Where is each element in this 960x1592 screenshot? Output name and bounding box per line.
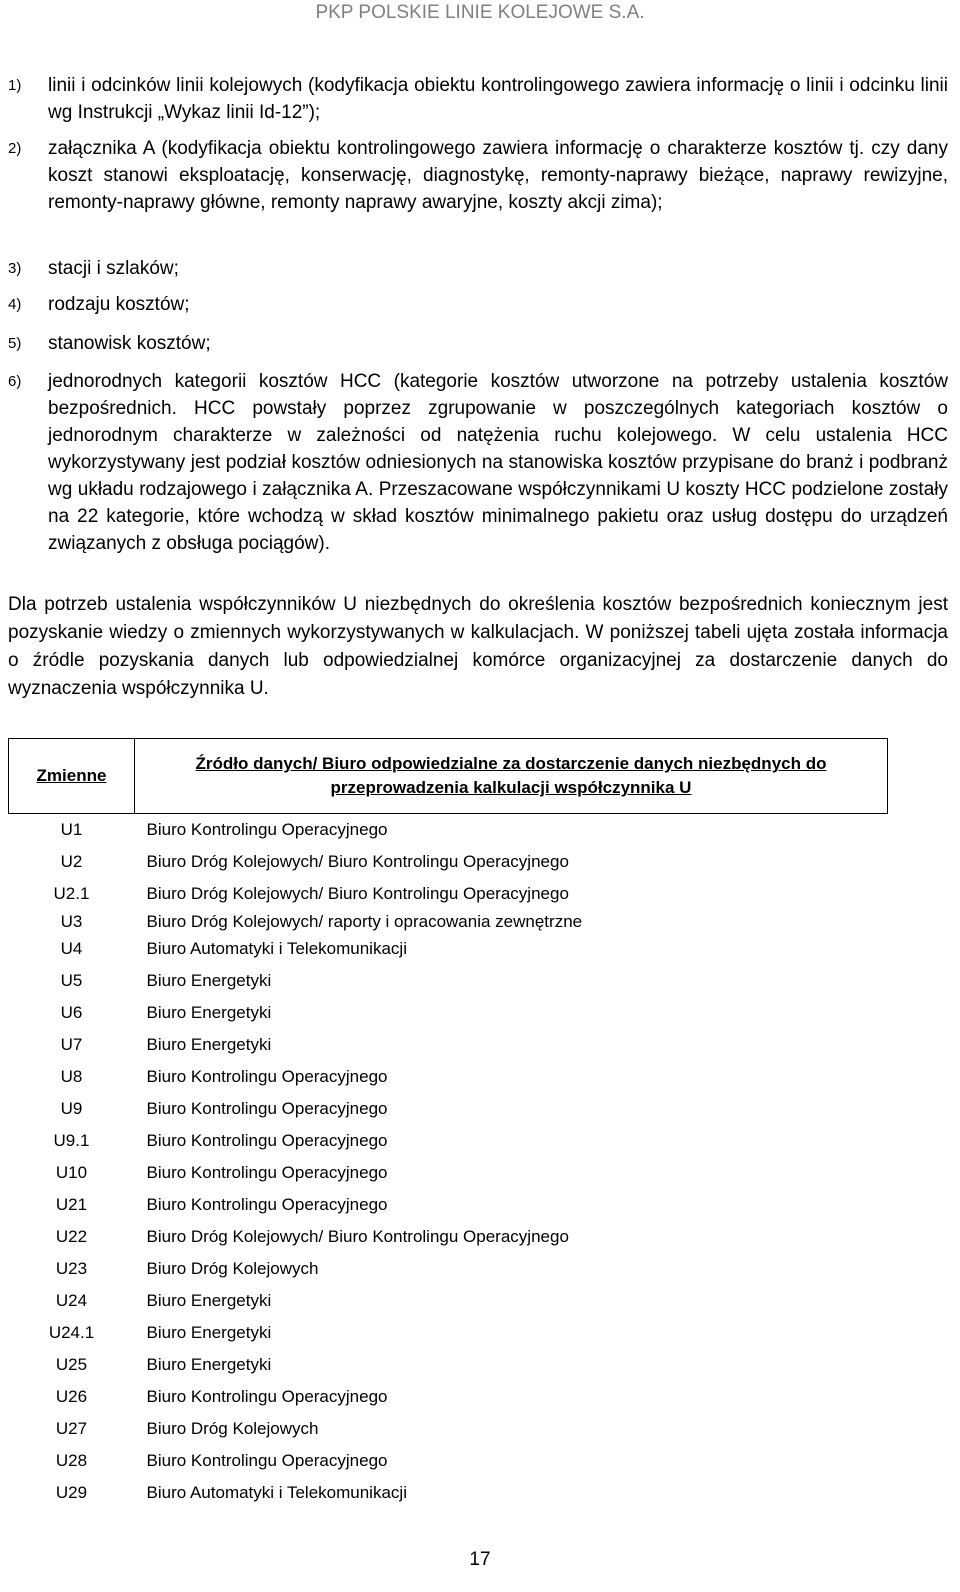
- table-row: [9, 1093, 888, 1125]
- variable-cell: U23: [55, 1259, 88, 1278]
- variable-cell: U5: [60, 971, 83, 990]
- list-item-number: 1): [8, 77, 22, 94]
- source-cell: Biuro Kontrolingu Operacyjnego: [146, 1131, 388, 1150]
- table-row: [9, 846, 888, 878]
- variable-cell: U2: [60, 852, 83, 871]
- list-item-number: 3): [8, 260, 22, 277]
- criteria-list: [8, 135, 948, 216]
- variable-cell: U25: [55, 1355, 88, 1374]
- source-cell: Biuro Energetyki: [146, 1291, 272, 1310]
- table-row: [9, 1317, 888, 1349]
- list-item-text: linii i odcinków linii kolejowych (kodyfikacja obiektu kontrolingowego zawiera informację o linii i odcinku linii wg Instrukcji „Wykaz linii Id-12”);: [48, 75, 948, 123]
- variable-cell: U21: [55, 1195, 88, 1214]
- source-cell: Biuro Dróg Kolejowych: [146, 1259, 319, 1278]
- variable-cell: U29: [55, 1483, 88, 1502]
- source-cell: Biuro Dróg Kolejowych/ Biuro Kontrolingu Operacyjnego: [146, 1227, 569, 1246]
- variable-cell: U28: [55, 1451, 88, 1470]
- variable-cell: U22: [55, 1227, 88, 1246]
- list-item-text: jednorodnych kategorii kosztów HCC (kategorie kosztów utworzone na potrzeby ustalenia kosztów bezpośrednich. HCC powstały poprzez zgrupowanie w poszczególnych kategoriach kosztów o jednorodnym charakterze w zależności od natężenia ruchu kolejowego. W celu ustalenia HCC wykorzystywany jest podział kosztów odniesionych na stanowiska kosztów przypisane do branż i podbranż wg układu rodzajowego i załącznika A. Przeszacowane współczynnikami U koszty HCC podzielone zostały na 22 kategorie, które wchodzą w skład kosztów minimalnego pakietu oraz usług dostępu do urządzeń związanych z obsługa pociągów).: [48, 371, 948, 554]
- list-item-number: 6): [8, 373, 22, 390]
- source-cell: Biuro Energetyki: [146, 1003, 272, 1022]
- table-row: [9, 1157, 888, 1189]
- table-row: [9, 1029, 888, 1061]
- criteria-list: [8, 72, 948, 126]
- table-row: [9, 878, 888, 910]
- variable-cell: U1: [60, 820, 83, 839]
- source-cell: Biuro Energetyki: [146, 1035, 272, 1054]
- table-row: [9, 1477, 888, 1509]
- source-cell: Biuro Energetyki: [146, 1323, 272, 1342]
- table-row: [9, 1285, 888, 1317]
- list-item: [8, 330, 948, 357]
- list-item: [8, 72, 948, 126]
- variable-cell: U8: [60, 1067, 83, 1086]
- table-row: [9, 1381, 888, 1413]
- source-cell: Biuro Kontrolingu Operacyjnego: [146, 820, 388, 839]
- intro-paragraph: Dla potrzeb ustalenia współczynników U niezbędnych do określenia kosztów bezpośrednich koniecznym jest pozyskanie wiedzy o zmiennych wykorzystywanych w kalkulacjach. W poniższej tabeli ujęta została informacja o źródle pozyskania danych lub odpowiedzialnej komórce organizacyjnej za dostarczenie danych do wyznaczenia współczynnika U.: [8, 594, 948, 699]
- source-cell: Biuro Dróg Kolejowych/ Biuro Kontrolingu Operacyjnego: [146, 852, 569, 871]
- source-cell: Biuro Dróg Kolejowych/ Biuro Kontrolingu Operacyjnego: [146, 884, 569, 903]
- list-item-text: rodzaju kosztów;: [48, 294, 190, 315]
- list-item: [8, 368, 948, 557]
- variable-cell: U10: [55, 1163, 88, 1182]
- list-item-text: załącznika A (kodyfikacja obiektu kontrolingowego zawiera informację o charakterze kosztów tj. czy dany koszt stanowi eksploatację, konserwację, diagnostykę, remonty-naprawy bieżące, naprawy rewizyjne, remonty-naprawy główne, remonty naprawy awaryjne, koszty akcji zima);: [48, 138, 948, 213]
- source-cell: Biuro Kontrolingu Operacyjnego: [146, 1099, 388, 1118]
- source-cell: Biuro Automatyki i Telekomunikacji: [146, 939, 407, 958]
- list-item-number: 5): [8, 335, 22, 352]
- list-item: [8, 255, 948, 282]
- table-row: [9, 1413, 888, 1445]
- source-cell: Biuro Kontrolingu Operacyjnego: [146, 1451, 388, 1470]
- variables-table: [8, 738, 888, 1509]
- column-header-variables: Zmienne: [9, 739, 135, 814]
- column-header-source: Źródło danych/ Biuro odpowiedzialne za dostarczenie danych niezbędnych do przeprowadzenia kalkulacji współczynnika U: [135, 739, 888, 814]
- table-row: [9, 1189, 888, 1221]
- source-cell: Biuro Energetyki: [146, 971, 272, 990]
- source-cell: Biuro Dróg Kolejowych: [146, 1419, 319, 1438]
- source-cell: Biuro Kontrolingu Operacyjnego: [146, 1163, 388, 1182]
- table-row: [9, 997, 888, 1029]
- variable-cell: U6: [60, 1003, 83, 1022]
- table-row: [9, 1061, 888, 1093]
- variable-cell: U3: [60, 911, 83, 931]
- source-cell: Biuro Kontrolingu Operacyjnego: [146, 1067, 388, 1086]
- table-row: [9, 910, 888, 933]
- variable-cell: U9.1: [53, 1131, 90, 1150]
- source-cell: Biuro Kontrolingu Operacyjnego: [146, 1195, 388, 1214]
- table-row: [9, 1253, 888, 1285]
- variable-cell: U26: [55, 1387, 88, 1406]
- table-row: [9, 965, 888, 997]
- table-row: [9, 814, 888, 847]
- variable-cell: U2.1: [53, 884, 90, 903]
- list-item: [8, 135, 948, 216]
- source-cell: Biuro Energetyki: [146, 1355, 272, 1374]
- page-number: 17: [469, 1549, 491, 1570]
- list-item-text: stanowisk kosztów;: [48, 333, 211, 354]
- page-header: PKP POLSKIE LINIE KOLEJOWE S.A.: [315, 2, 645, 23]
- list-item-text: stacji i szlaków;: [48, 258, 179, 279]
- variable-cell: U4: [60, 939, 83, 958]
- list-item-number: 2): [8, 140, 22, 157]
- table-row: [9, 933, 888, 965]
- variable-cell: U24: [55, 1291, 88, 1310]
- table-header-row: [9, 739, 888, 814]
- table-body: [9, 814, 888, 1510]
- list-item: [8, 291, 948, 318]
- list-item-number: 4): [8, 296, 22, 313]
- table-row: [9, 1445, 888, 1477]
- criteria-list: [8, 330, 948, 357]
- source-cell: Biuro Kontrolingu Operacyjnego: [146, 1387, 388, 1406]
- table-row: [9, 1349, 888, 1381]
- variable-cell: U27: [55, 1419, 88, 1438]
- table-row: [9, 1221, 888, 1253]
- criteria-list: [8, 291, 948, 318]
- source-cell: Biuro Automatyki i Telekomunikacji: [146, 1483, 407, 1502]
- variable-cell: U24.1: [48, 1323, 95, 1342]
- variable-cell: U7: [60, 1035, 83, 1054]
- criteria-list: [8, 368, 948, 557]
- source-cell: Biuro Dróg Kolejowych/ raporty i opracowania zewnętrzne: [146, 911, 583, 931]
- variable-cell: U9: [60, 1099, 83, 1118]
- table-row: [9, 1125, 888, 1157]
- criteria-list: [8, 255, 948, 282]
